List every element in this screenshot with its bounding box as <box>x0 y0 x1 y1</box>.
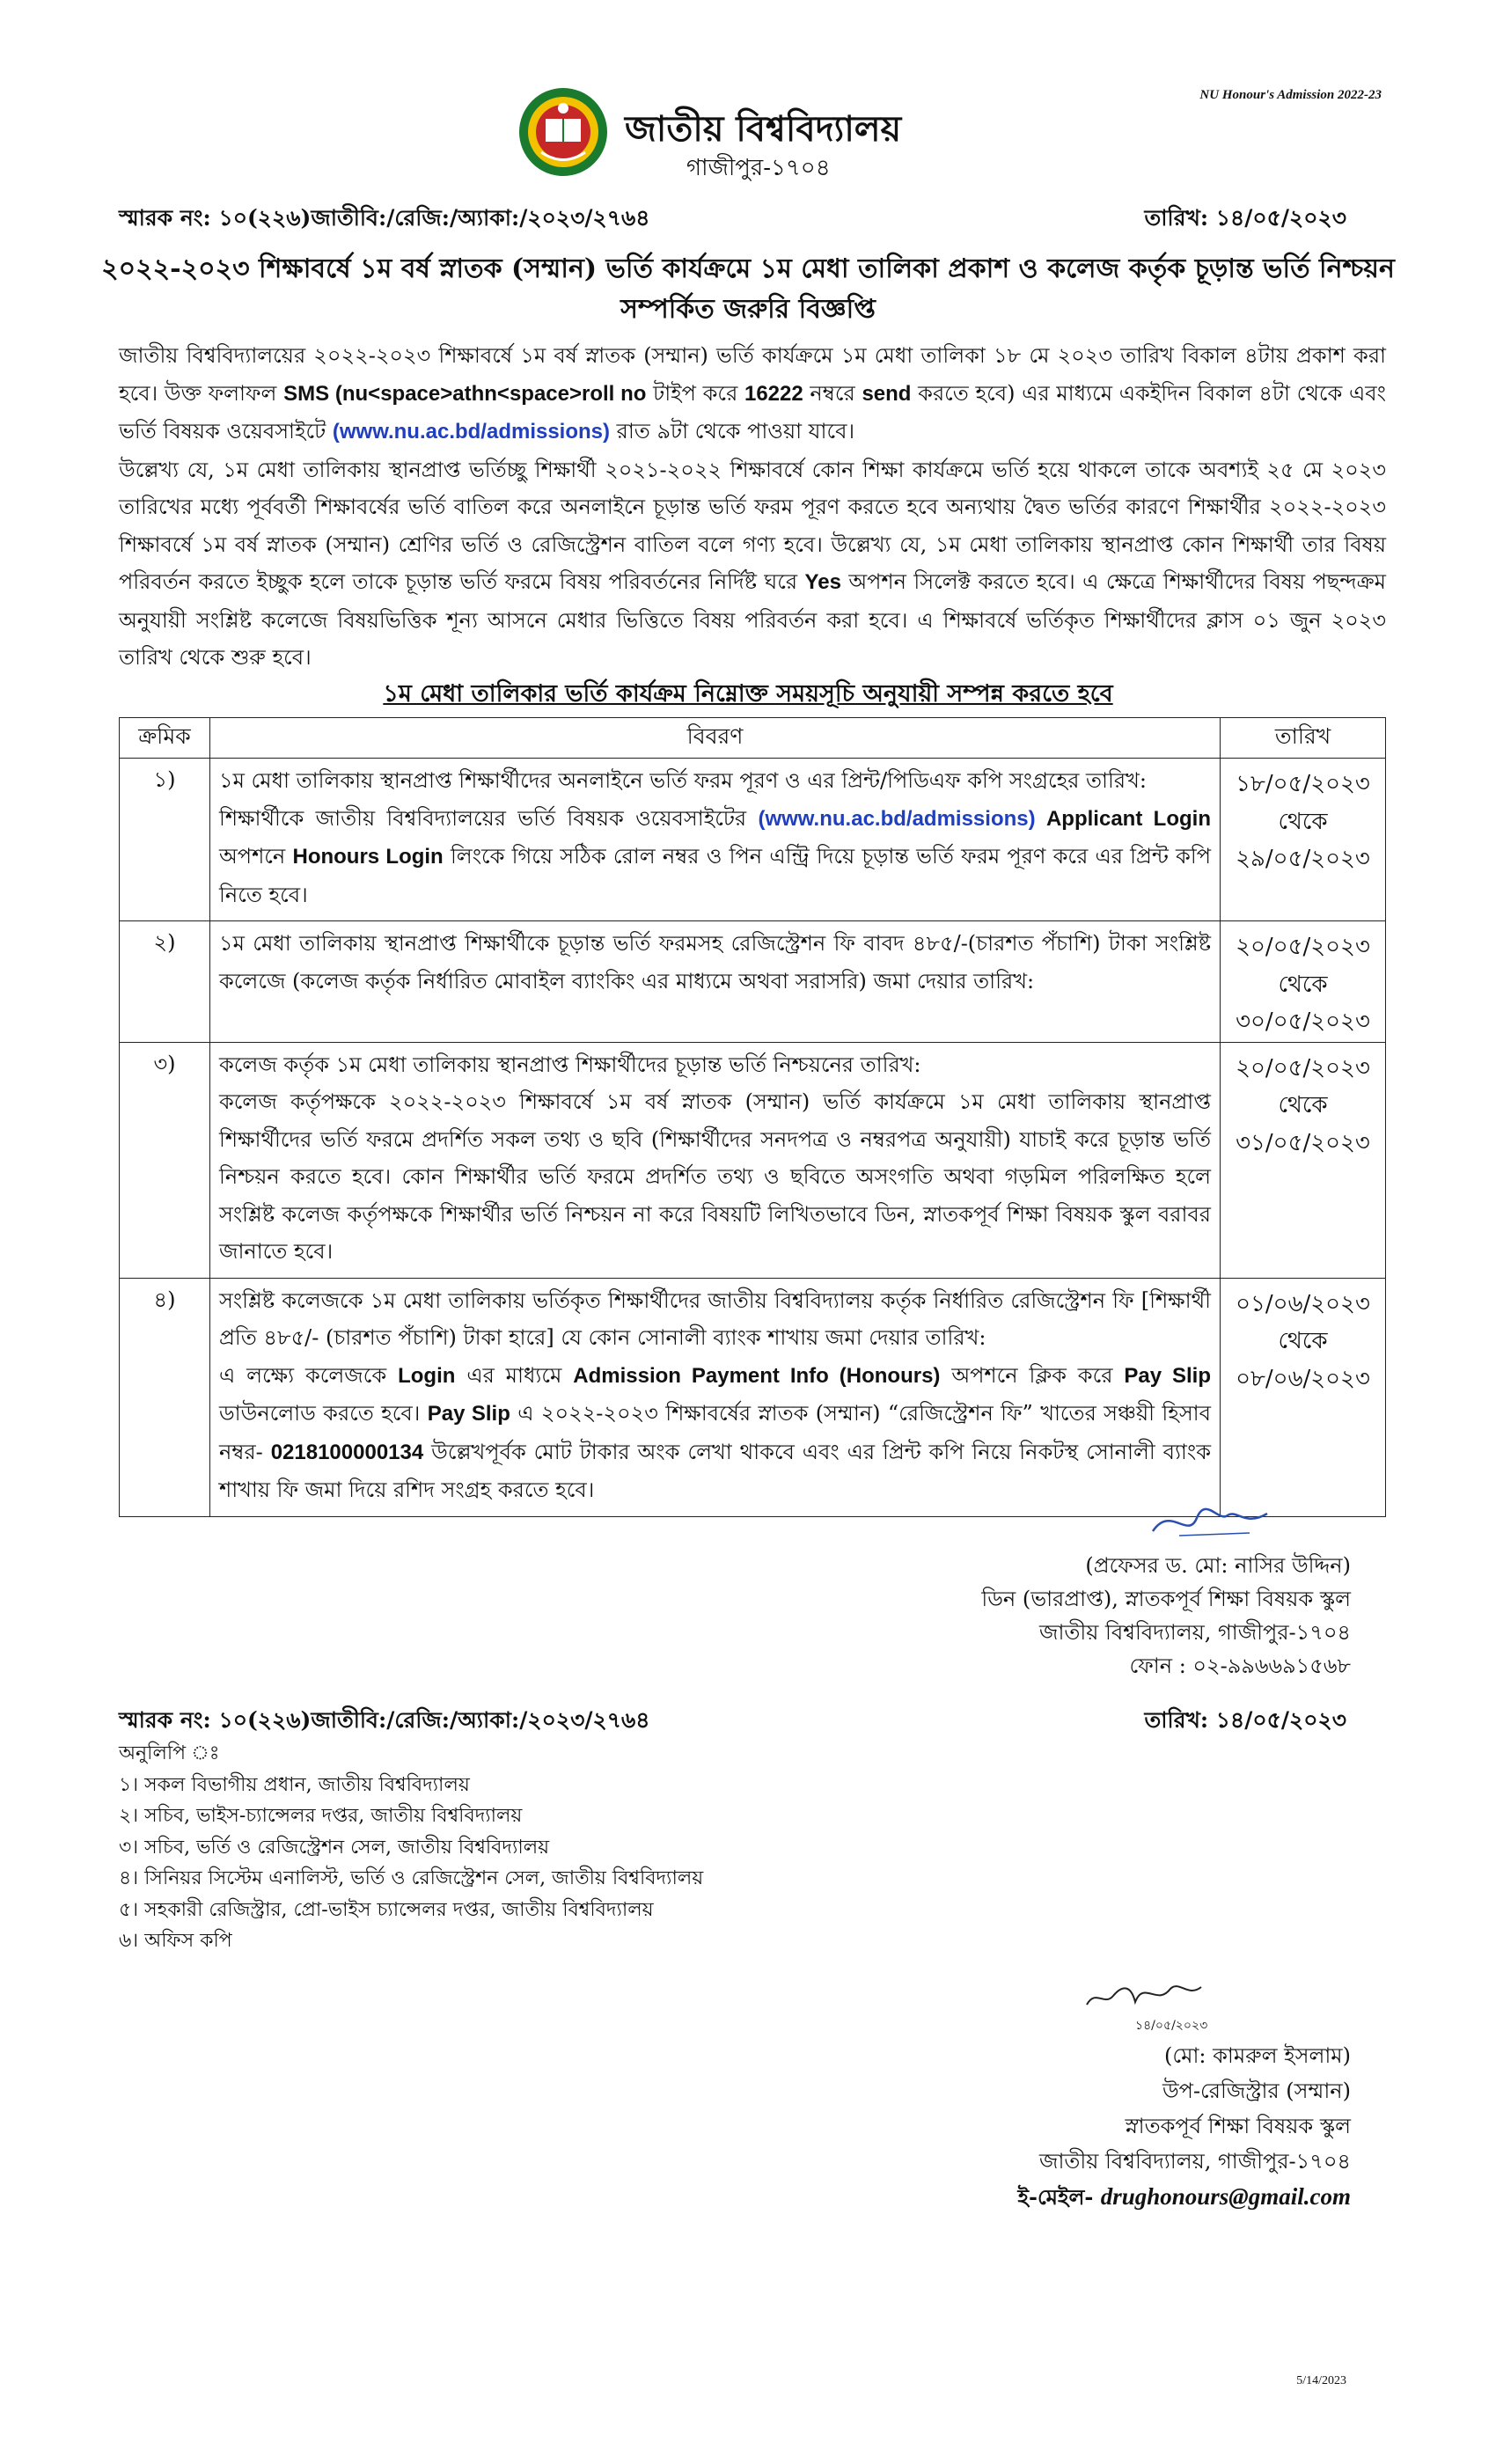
copy-list-heading: অনুলিপি ঃ <box>119 1742 220 1764</box>
row-serial: ৩) <box>120 1042 210 1278</box>
pay-slip-label: Pay Slip <box>427 1402 510 1426</box>
detail-text: ডাউনলোড করতে হবে। <box>219 1401 428 1426</box>
copy-memo-number: স্মারক নং: ১০(২২৬)জাতীবি:/রেজি:/অ্যাকা:/২০২৩/২৭৬৪ <box>119 1707 650 1733</box>
pay-slip-label: Pay Slip <box>1124 1363 1212 1388</box>
notice-body <box>119 337 1386 677</box>
row-description-heading: সংশ্লিষ্ট কলেজকে ১ম মেধা তালিকায় ভর্তিকৃত শিক্ষার্থীদের জাতীয় বিশ্ববিদ্যালয় কর্তৃক নির্ধারিত রেজিস্ট্রেশন ফি [শিক্ষার্থী প্রতি ৪৮৫/- (চারশত পঁচাশি) টাকা হারে] যে কোন সোনালী ব্যাংক শাখায় জমা দেয়ার তারিখ: <box>219 1287 1211 1350</box>
university-place: গাজীপুর-১৭০৪ <box>686 155 831 181</box>
date-from: ২০/০৫/২০২৩ <box>1236 1054 1370 1082</box>
sms-send: send <box>862 381 912 406</box>
row-description <box>210 1042 1221 1278</box>
row-description-heading: কলেজ কর্তৃক ১ম মেধা তালিকায় স্থানপ্রাপ্ত শিক্ষার্থীদের চূড়ান্ত ভর্তি নিশ্চয়নের তারিখ: <box>219 1052 921 1077</box>
detail-text: লিংকে গিয়ে সঠিক রোল নম্বর ও পিন এন্ট্রি দিয়ে চূড়ান্ত ভর্তি ফরম পূরণ করে এর প্রিন্ট কপি নিতে হবে। <box>219 844 1212 907</box>
row-description-heading: ১ম মেধা তালিকায় স্থানপ্রাপ্ত শিক্ষার্থীকে চূড়ান্ত ভর্তি ফরমসহ রেজিস্ট্রেশন ফি বাবদ ৪৮৫/-(চারশত পঁচাশি) টাকা সংশ্লিষ্ট কলেজে (কলেজ কর্তৃক নির্ধারিত মোবাইল ব্যাংকিং এর মাধ্যমে অথবা সরাসরি) জমা দেয়ার তারিখ: <box>219 931 1211 994</box>
date-from: ২০/০৫/২০২৩ <box>1236 934 1370 960</box>
honours-login-label: Honours Login <box>292 845 444 869</box>
schedule-table <box>119 717 1386 1517</box>
applicant-login-label: Applicant Login <box>1035 806 1211 831</box>
body-text: উল্লেখ্য যে, ১ম মেধা তালিকায় স্থানপ্রাপ্ত ভর্তিচ্ছু শিক্ষার্থী ২০২১-২০২২ শিক্ষাবর্ষে কোন শিক্ষা কার্যক্রমে ভর্তি হয়ে থাকলে তাকে অবশ্যই ২৫ মে ২০২৩ তারিখের মধ্যে পূর্ববর্তী শিক্ষাবর্ষের ভর্তি বাতিল করে অনলাইনে চূড়ান্ত ভর্তি ফরম পূরণ করতে হবে অন্যথায় দ্বৈত ভর্তির কারণে শিক্ষার্থীর ২০২২-২০২৩ শিক্ষাবর্ষে ১ম বর্ষ স্নাতক (সম্মান) শ্রেণির ভর্তি ও রেজিস্ট্রেশন বাতিল বলে গণ্য হবে। উল্লেখ্য যে, ১ম মেধা তালিকায় স্থানপ্রাপ্ত কোন শিক্ষার্থী তার বিষয় পরিবর্তন করতে ইচ্ছুক হলে তাকে চূড়ান্ত ভর্তি ফরমে বিষয় পরিবর্তনের নির্দিষ্ট ঘরে <box>119 457 1386 594</box>
column-description: বিবরণ <box>210 718 1221 759</box>
signatory-name: (মো: কামরুল ইসলাম) <box>1164 2043 1351 2068</box>
date-to-word: থেকে <box>1278 971 1328 998</box>
date-to-word: থেকে <box>1278 808 1328 835</box>
detail-text: অপশনে <box>219 844 293 869</box>
body-text: রাত ৯টা থেকে পাওয়া যাবে। <box>610 419 855 444</box>
list-item: ২। সচিব, ভাইস-চ্যান্সেলর দপ্তর, জাতীয় বিশ্ববিদ্যালয় <box>119 1805 523 1827</box>
row-serial: ১) <box>120 759 210 921</box>
row-date <box>1221 1278 1386 1516</box>
body-text: নম্বরে <box>803 380 862 406</box>
sms-number: 16222 <box>744 381 803 406</box>
login-label: Login <box>398 1363 456 1388</box>
yes-option: Yes <box>804 570 841 594</box>
row-description-detail <box>219 800 1211 914</box>
detail-text: শিক্ষার্থীকে জাতীয় বিশ্ববিদ্যালয়ের ভর্তি বিষয়ক ওয়েবসাইটের <box>219 805 759 831</box>
row-description <box>210 759 1221 921</box>
university-logo <box>515 84 612 180</box>
row-description-detail <box>219 1357 1211 1509</box>
signatory-designation: ডিন (ভারপ্রাপ্ত), স্নাতকপূর্ব শিক্ষা বিষয়ক স্কুল <box>981 1587 1351 1611</box>
signatory-phone: ফোন : ০২-৯৯৬৬৯১৫৬৮ <box>1129 1654 1351 1678</box>
admission-website-link[interactable]: (www.nu.ac.bd/admissions) <box>758 806 1036 831</box>
body-paragraph-2 <box>119 451 1386 677</box>
row-serial: ২) <box>120 921 210 1043</box>
table-header-row <box>120 718 1386 759</box>
column-date: তারিখ <box>1221 718 1386 759</box>
list-item: ৪। সিনিয়র সিস্টেম এনালিস্ট, ভর্তি ও রেজিস্ট্রেশন সেল, জাতীয় বিশ্ববিদ্যালয় <box>119 1867 704 1889</box>
date-to: ২৯/০৫/২০২৩ <box>1236 846 1370 872</box>
notice-title-line-1: ২০২২-২০২৩ শিক্ষাবর্ষে ১ম বর্ষ স্নাতক (সম্মান) ভর্তি কার্যক্রমে ১ম মেধা তালিকা প্রকাশ ও কলেজ কর্তৃক চূড়ান্ত ভর্তি নিশ্চয়ন <box>101 253 1395 284</box>
copy-list <box>119 1738 703 1957</box>
row-description-detail: কলেজ কর্তৃপক্ষকে ২০২২-২০২৩ শিক্ষাবর্ষে ১ম বর্ষ স্নাতক (সম্মান) ভর্তি কার্যক্রমে ১ম মেধা তালিকায় স্থানপ্রাপ্ত শিক্ষার্থীদের ভর্তি ফরমে প্রদর্শিত সকল তথ্য ও ছবি (শিক্ষার্থীদের সনদপত্র ও নম্বরপত্র অনুযায়ী) যাচাই করে চূড়ান্ত ভর্তি নিশ্চয়ন করতে হবে। কোন শিক্ষার্থীর ভর্তি ফরমে প্রদর্শিত তথ্য ও ছবিতে অসংগতি অথবা গড়মিল পরিলক্ষিত হলে সংশ্লিষ্ট কলেজ কর্তৃপক্ষকে শিক্ষার্থীর ভর্তি নিশ্চয়ন না করে বিষয়টি লিখিতভাবে ডিন, স্নাতকপূর্ব শিক্ষা বিষয়ক স্কুল বরাবর জানাতে হবে। <box>219 1089 1211 1264</box>
sms-format: SMS (nu<space>athn<space>roll no <box>283 381 647 406</box>
table-row <box>120 759 1386 921</box>
copy-memo-date: তারিখ: ১৪/০৫/২০২৩ <box>1144 1707 1346 1733</box>
signatory-designation: উপ-রেজিস্ট্রার (সম্মান) <box>1162 2079 1351 2103</box>
table-row <box>120 1278 1386 1516</box>
list-item: ১। সকল বিভাগীয় প্রধান, জাতীয় বিশ্ববিদ্যালয় <box>119 1773 470 1796</box>
university-name: জাতীয় বিশ্ববিদ্যালয় <box>625 108 902 150</box>
date-to-word: থেকে <box>1278 1092 1328 1118</box>
email-address[interactable]: drughonours@gmail.com <box>1100 2183 1351 2210</box>
detail-text: এর মাধ্যমে <box>455 1362 574 1388</box>
body-text: জাতীয় বিশ্ববিদ্যালয়ের ২০২২-২০২৩ শিক্ষাবর্ষে ১ম বর্ষ স্নাতক (সম্মান) ভর্তি কার্যক্রমে ১ম মেধা তালিকা ১৮ মে ২০২৩ তারিখ বিকাল ৪টায় প্রকাশ করা হবে। উক্ত ফলাফল <box>119 343 1386 406</box>
body-text: করতে হবে) এর মাধ্যমে একইদিন বিকাল ৪টা থেকে এবং ভর্তি বিষয়ক ওয়েবসাইটে <box>119 380 1386 444</box>
account-number: 0218100000134 <box>270 1440 424 1464</box>
signatory-office: জাতীয় বিশ্ববিদ্যালয়, গাজীপুর-১৭০৪ <box>1038 1620 1351 1645</box>
row-serial: ৪) <box>120 1278 210 1516</box>
signature-date: ১৪/০৫/২০২৩ <box>1135 2019 1208 2033</box>
row-description <box>210 1278 1221 1516</box>
body-text: অপশন সিলেক্ট করতে হবে। এ ক্ষেত্রে শিক্ষার্থীদের বিষয় পছন্দক্রম অনুযায়ী সংশ্লিষ্ট কলেজে বিষয়ভিত্তিক শূন্য আসনে মেধার ভিত্তিতে বিষয় পরিবর্তন করা হবে। এ শিক্ষাবর্ষে ভর্তিকৃত শিক্ষার্থীদের ক্লাস ০১ জুন ২০২৩ তারিখ থেকে শুরু হবে। <box>119 569 1386 670</box>
deputy-registrar-block <box>1018 2038 1352 2215</box>
date-to: ৩১/০৫/২০২৩ <box>1236 1129 1370 1156</box>
signatory-name: (প্রফেসর ড. মো: নাসির উদ্দিন) <box>1085 1553 1351 1578</box>
body-paragraph-1 <box>119 337 1386 451</box>
payment-info-option: Admission Payment Info (Honours) <box>573 1363 941 1388</box>
row-date <box>1221 759 1386 921</box>
detail-text: এ ২০২২-২০২৩ শিক্ষাবর্ষের স্নাতক (সম্মান) “রেজিস্ট্রেশন ফি” খাতের সঞ্চয়ী হিসাব নম্বর- <box>219 1401 1211 1464</box>
email-label: ই-মেইল- <box>1017 2184 1101 2210</box>
admission-website-link[interactable]: (www.nu.ac.bd/admissions) <box>332 420 611 444</box>
admission-reference: NU Honour's Admission 2022-23 <box>1199 88 1382 102</box>
list-item: ৫। সহকারী রেজিস্ট্রার, প্রো-ভাইস চ্যান্সেলর দপ্তর, জাতীয় বিশ্ববিদ্যালয় <box>119 1898 654 1921</box>
notice-title <box>97 249 1399 330</box>
date-from: ১৮/০৫/২০২৩ <box>1236 771 1370 797</box>
memo-date: তারিখ: ১৪/০৫/২০২৩ <box>1144 205 1346 231</box>
memo-number: স্মারক নং: ১০(২২৬)জাতীবি:/রেজি:/অ্যাকা:/২০২৩/২৭৬৪ <box>119 205 650 231</box>
row-date <box>1221 921 1386 1043</box>
print-date: 5/14/2023 <box>1296 2374 1346 2387</box>
row-date <box>1221 1042 1386 1278</box>
detail-text: উল্লেখপূর্বক মোট টাকার অংক লেখা থাকবে এবং এর প্রিন্ট কপি নিয়ে নিকটস্থ সোনালী ব্যাংক শাখায় ফি জমা দিয়ে রশিদ সংগ্রহ করতে হবে। <box>219 1439 1212 1502</box>
body-text: টাইপ করে <box>646 380 744 406</box>
date-from: ০১/০৬/২০২৩ <box>1236 1290 1370 1317</box>
table-row <box>120 1042 1386 1278</box>
detail-text: এ লক্ষ্যে কলেজকে <box>219 1362 399 1388</box>
detail-text: অপশনে ক্লিক করে <box>940 1362 1125 1388</box>
dean-signature <box>1144 1496 1276 1544</box>
date-to: ০৮/০৬/২০২৩ <box>1236 1365 1370 1392</box>
schedule-heading: ১ম মেধা তালিকার ভর্তি কার্যক্রম নিম্নোক্ত সময়সূচি অনুযায়ী সম্পন্ন করতে হবে <box>383 680 1113 708</box>
list-item: ৩। সচিব, ভর্তি ও রেজিস্ট্রেশন সেল, জাতীয় বিশ্ববিদ্যালয় <box>119 1836 550 1859</box>
row-description-heading: ১ম মেধা তালিকায় স্থানপ্রাপ্ত শিক্ষার্থীদের অনলাইনে ভর্তি ফরম পূরণ ও এর প্রিন্ট/পিডিএফ কপি সংগ্রহের তারিখ: <box>219 768 1147 793</box>
notice-title-line-2: সম্পর্কিত জরুরি বিজ্ঞপ্তি <box>620 294 876 325</box>
table-row <box>120 921 1386 1043</box>
signatory-email-line <box>1018 2179 1352 2215</box>
dean-signature-block <box>981 1549 1351 1683</box>
deputy-registrar-signature <box>1082 1971 1206 2015</box>
list-item: ৬। অফিস কপি <box>119 1930 232 1952</box>
date-to-word: থেকে <box>1278 1328 1328 1354</box>
signatory-school: স্নাতকপূর্ব শিক্ষা বিষয়ক স্কুল <box>1125 2114 1351 2138</box>
row-description <box>210 921 1221 1043</box>
signatory-office: জাতীয় বিশ্ববিদ্যালয়, গাজীপুর-১৭০৪ <box>1038 2149 1351 2174</box>
date-to: ৩০/০৫/২০২৩ <box>1236 1008 1370 1035</box>
column-serial: ক্রমিক <box>120 718 210 759</box>
